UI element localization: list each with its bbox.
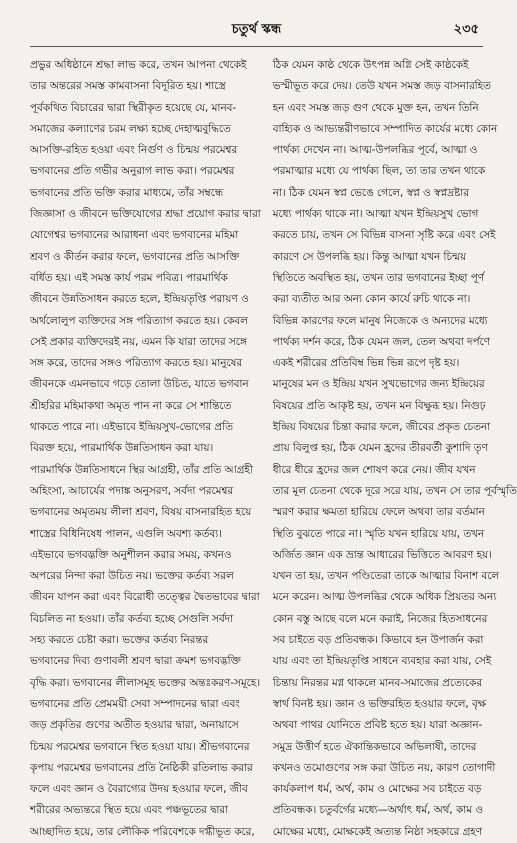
running-head: চতুর্থ স্কন্ধ: [231, 22, 282, 37]
text-line: ভগবানের প্রতি ভক্তি করার মাধ্যমে, তাঁর সম্বন্ধে: [30, 186, 224, 199]
text-line: ভগবানের প্রতি প্রেমময়ী সেবা সম্পাদনের দ্বারা এবং: [30, 697, 240, 710]
text-line: তার মূল চেতনা থেকে দূরে সরে যায়, তখন সে তার পূর্বস্মৃতি: [272, 484, 517, 497]
text-line: অর্জিত জ্ঞান এক ভ্রান্ত আধারের ভিত্তিতে আবরণ হয়।: [272, 548, 492, 561]
text-line: স্বার্থ বিনষ্ট হয়। জ্ঞান ও ভক্তিরহিত হওয়ার ফলে, বৃক্ষ: [272, 697, 487, 710]
text-line: সমুদ্র উত্তীর্ণ হতে ঐকান্তিকভাবে অভিলাষী, তাদের: [272, 740, 477, 753]
right-column: [272, 55, 517, 838]
text-line: বৃদ্ধি করা। ভগবানের লীলাসমূহ ভক্তের অন্তঃকরণ-সমূহে।: [30, 676, 261, 689]
text-line: এইভাবে ভগবদ্ভক্তি অনুশীলন করার সময়, কখনও: [30, 548, 232, 561]
text-line: সব চাইতে বড় প্রতিবন্ধক। কিভাবে হন উপার্জন করা: [272, 634, 484, 647]
text-line: থাকতে পারে না। এইভাবে ইন্দ্রিয়সুখ-ভোগের প্রতি: [30, 421, 233, 434]
text-line: শাস্ত্রের বিধিনিষেধ পালন, এগুলি অবশ্য কর্তব্য।: [30, 527, 222, 540]
text-line: পারমার্থিক উন্নতিসাধনে স্থির আগ্রহী, তাঁর প্রতি আগ্রহী: [30, 463, 253, 476]
left-column: [30, 55, 261, 838]
text-line: স্মরণ করার ক্ষমতা হারিয়ে ফেলে অথবা তার বর্তমান: [272, 506, 485, 519]
text-line: মোক্ষের মধ্যে, মোক্ষকেই অত্যন্ত নিষ্ঠা সহকারে গ্রহণ: [272, 825, 483, 838]
text-line: স্থিতি বুঝতে পারে না। স্মৃতি যখন হারিয়ে যায়, তখন: [272, 527, 485, 540]
text-line: বিভিন্ন কারণের ফলে মানুষ নিজেকে ও অন্যদের মধ্যে: [272, 314, 488, 327]
text-line: মধ্যে পার্থক্য থাকে না। আত্মা যখন ইন্দ্রিয়সুখ ভোগ: [272, 208, 479, 221]
text-line: আচ্ছাদিত হয়ে, তার লৌকিক পরিবেশকে দগ্ধীভূত করে,: [30, 825, 255, 838]
text-line: সমাজের কল্যাণের চরম লক্ষ্য হচ্ছে দেহাত্মবুদ্ধিতে: [30, 122, 231, 135]
text-line: কারণে সে উপলব্ধি হয়। কিন্তু আত্মা যখন চিন্ময়: [272, 250, 467, 263]
text-line: মনে করেন। আত্ম উপলব্ধির থেকে অধিক প্রিয়তর অন্য: [272, 591, 497, 604]
text-line: ফলে এবং জ্ঞান ও বৈরাগ্যের উদয় হওয়ার ফলে, জীব: [30, 783, 248, 796]
text-line: জীবন যাপন করা এবং বিরোধী তত্ত্বের দ্বৈতভাবের দ্বারা: [30, 591, 260, 604]
text-line: বিচলিত না হওয়া। তাঁর কর্তব্য হচ্ছে সেগুলি সর্বদা: [30, 612, 234, 625]
text-line: বাহ্যিক ও আভ্যন্তরীণভাবে সম্পাদিত কার্যের মধ্যে কোন: [272, 122, 498, 135]
text-line: কখনও তমোগুণের সঙ্গ করা উচিত নয়, কারণ তোগাদী: [272, 761, 496, 774]
text-line: যায় এবং তা ইন্দ্রিয়তৃপ্তি সাধনে ব্যবহার করা যায়, সেই: [272, 655, 492, 668]
text-line: হন এবং সমস্ত জড় গুণ থেকে মুক্ত হন, তখন তিনি: [272, 101, 479, 114]
text-line: না। ঠিক যেমন স্বপ্ন ভেঙে গেলে, স্বপ্ন ও স্বপ্নদ্রষ্টার: [272, 186, 470, 199]
text-line: পার্থক্য দর্শন করে, ঠিক যেমন জল, তেল অথবা দর্পণে: [272, 335, 491, 348]
text-line: স্থিতিতে অবস্থিত হয়, তখন তার ভগবানের ইচ্ছা পূর্ণ: [272, 271, 485, 284]
text-line: শরীরের অভ্যন্তরে স্থিত হয়ে এবং পঞ্চভূতের দ্বারা: [30, 804, 229, 817]
page-number: ২৩৫: [453, 22, 479, 37]
text-line: শ্রীহরির মহিমাকথা অমৃত পান না করে সে শান্তিতে: [30, 399, 232, 412]
text-line: সেই প্রকার ব্যক্তিদেরই নয়, এমন কি যারা তাদের সঙ্গে: [30, 335, 247, 348]
text-line: সঙ্গ করে, তাদের সঙ্গও পরিত্যাগ করতে হয়। মানুষের: [30, 357, 243, 370]
text-line: জীবনকে এমনভাবে গড়ে তোলা উচিত, যাতে ভগবান: [30, 378, 249, 391]
text-line: ভগবানের অমৃতময় লীলা শ্রবণ, বিষয় বাসনারহিত হয়ে: [30, 506, 252, 519]
text-line: ঠিক যেমন কাষ্ঠ থেকে উৎপন্ন অগ্নি সেই কাষ্ঠকেই: [272, 59, 469, 71]
text-line: অর্থলোলুপ ব্যক্তিদের সঙ্গ পরিত্যাগ করতে হয়। কেবল: [30, 314, 248, 327]
text-line: জিজ্ঞাসা ও জীবনে ভক্তিযোগের শ্রদ্ধা প্রয়োগ করার দ্বারা: [30, 208, 261, 221]
text-line: প্রভুর অধিষ্ঠানে শ্রদ্ধা লাভ করে, তখন আপনা থেকেই: [30, 59, 247, 71]
text-line: প্রায় বিলুপ্ত হয়, ঠিক যেমন হ্রদের তীরবর্তী কুশাদি তৃণ: [272, 442, 488, 455]
text-line: পার্থক্য দেখেন না। আত্ম-উপলব্ধির পূর্বে, আত্মা ও: [272, 144, 478, 157]
text-line: ইন্দ্রিয় বিষয়ের চিন্তা করার ফলে, জীবের প্রকৃত চেতনা: [272, 421, 491, 434]
text-line: বিষয়ের প্রতি আকৃষ্ট হয়, তখন মন বিক্ষুব্ধ হয়। নিগুঢ়: [272, 399, 486, 412]
text-line: পূর্বকথিত বিচারের দ্বারা স্থিরীকৃত হয়েছে যে, মানব-: [30, 101, 237, 114]
text-line: কৃপায় পরমেশ্বর ভগবানের প্রতি নৈষ্ঠিকী রতিলাভ করার: [30, 761, 253, 774]
text-line: চিন্তায় নিরন্তর মগ্ন থাকলে মানব-সমাজের প্রত্যেকের: [272, 676, 483, 689]
text-line: মানুষের মন ও ইন্দ্রিয় যখন সুখভোগের জন্য ইন্দ্রিয়ের: [272, 378, 485, 391]
page-header: [30, 18, 483, 47]
text-line: যোগেশ্বর ভগবানের আরাধনা এবং ভগবানের মহিমা: [30, 229, 239, 242]
text-line: চিন্ময় পরমেশ্বর ভগবানে স্থিত হওয়া যায়। শ্রীভগবানের: [30, 740, 250, 753]
text-line: বিরক্ত হয়ে, পারমার্থিক উন্নতিসাধন করা যায়।: [30, 442, 214, 455]
text-line: অহিংসা, আচার্যের পদাঙ্ক অনুসরণ, সর্বদা পরমেশ্বর: [30, 484, 234, 497]
text-line: ভগবানের দিব্য গুণাবলী শ্রবণ দ্বারা ক্রমশ ভগবদ্ভক্তি: [30, 655, 241, 668]
text-line: সহ্য করতে চেষ্টা করা। ভক্তের কর্তব্য নিরন্তর: [30, 634, 209, 647]
text-line: করা ব্যতীত আর অন্য কোন কার্যে রুচি থাকে না।: [272, 293, 471, 306]
text-line: যখন তা হয়, তখন পণ্ডিতেরা তাকে আত্মার বিনাশ বলে: [272, 570, 500, 583]
text-line: ভগবানের প্রতি গভীর অনুরাগ লাভ করা। পরমেশ্বর: [30, 165, 235, 178]
text-line: পরমাত্মার মধ্যে যে পার্থক্য ছিল, তা তার তখন থাকে: [272, 165, 486, 178]
text-line: প্রতিবন্ধক। চতুর্বর্গের মধ্যে—অর্থাৎ ধর্ম, অর্থ, কাম ও: [272, 804, 484, 817]
text-line: অথবা পাথর যোনিতে প্রবিষ্ট হতে হয়। যারা অজ্ঞান-: [272, 719, 483, 732]
text-line: বর্ধিত হয়। এই সমস্ত কার্য পরম পবিত্র। পারমার্থিক: [30, 271, 228, 284]
text-line: ধীরে ধীরে হ্রদের জল শোষণ করে নেয়। জীব যখন: [272, 463, 476, 476]
text-line: কোন বস্তু আছে বলে মনে করাই, নিজের হিতসাধনের: [272, 612, 488, 625]
text-line: জড় প্রকৃতির গুণের অতীত হওয়ার দ্বারা, অনায়াসে: [30, 719, 239, 732]
text-line: জীবনে উন্নতিসাধন করতে হলে, ইন্দ্রিয়তৃপ্তি পরায়ণ ও: [30, 293, 249, 306]
text-line: শ্রবণ ও কীর্তন করার ফলে, ভগবানের প্রতি আসক্তি: [30, 250, 240, 263]
text-columns: [30, 55, 517, 838]
text-line: করতে চায়, তখন সে বিভিন্ন বাসনা সৃষ্টি করে এবং সেই: [272, 229, 496, 242]
text-line: একই শরীরের প্রতিবিম্ব ভিন্ন ভিন্ন রূপে দৃষ্ট হয়।: [272, 357, 460, 370]
text-line: অপরের নিন্দা করা উচিত নয়। ভক্তের কর্তব্য সরল: [30, 570, 234, 583]
text-line: তার অন্তরের সমস্ত কামবাসনা বিদূরিত হয়। শাস্ত্রে: [30, 80, 226, 93]
text-line: কার্যকলাপ ধর্ম, অর্থ, কাম ও মোক্ষের সব চাইতে বড়: [272, 783, 482, 796]
text-line: ভস্মীভূত করে দেয়। তেউ যখন সমস্ত জড় বাসনারহিত: [272, 80, 491, 93]
text-line: আসক্তি-রহিত হওয়া এবং নির্গুণ ও চিন্ময় পরমেশ্বর: [30, 144, 238, 157]
